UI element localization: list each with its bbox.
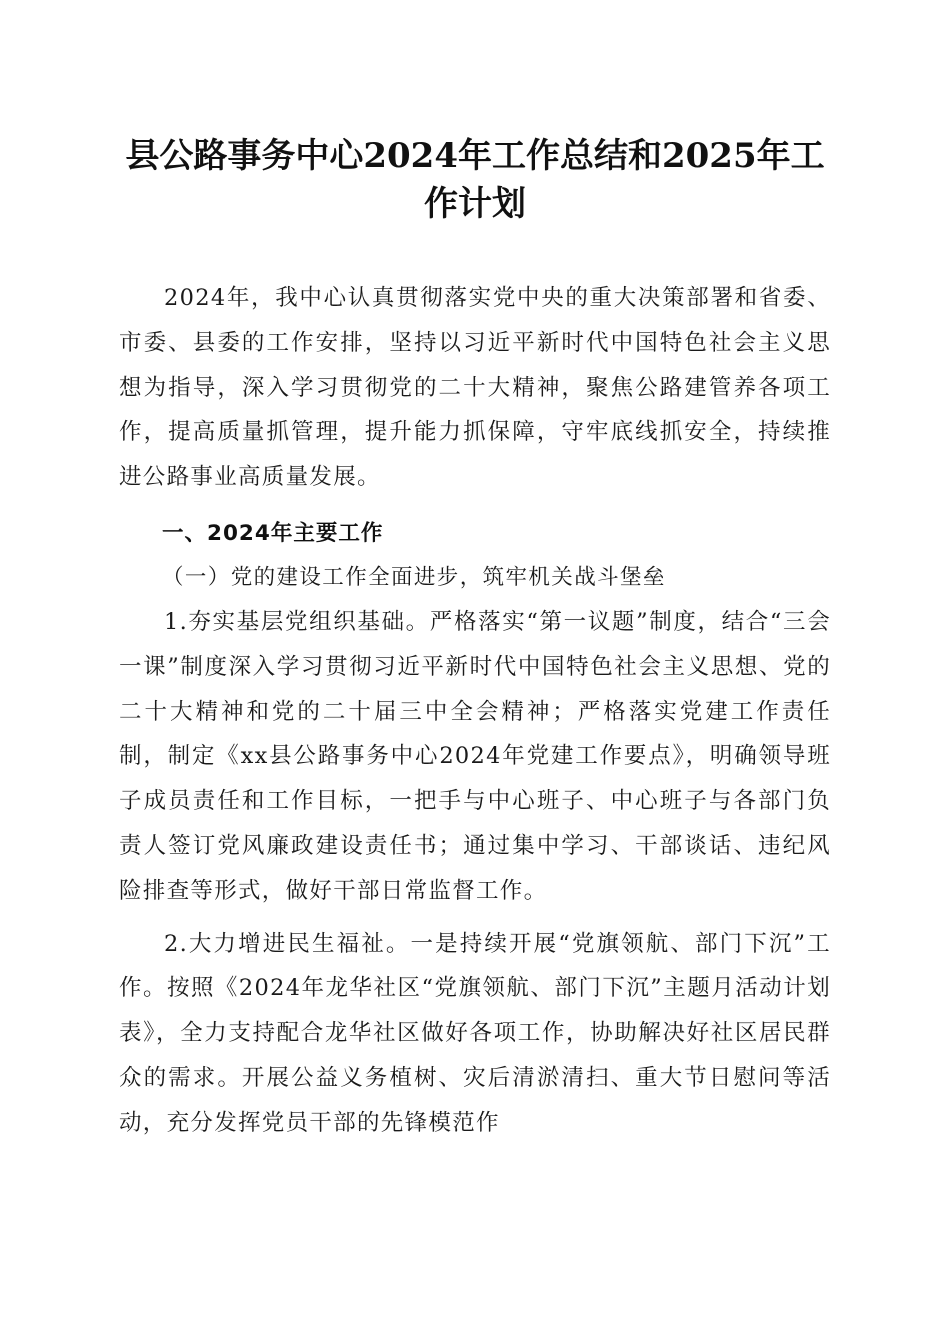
document-body xyxy=(119,276,831,1146)
subsection-heading: （一）党的建设工作全面进步，筑牢机关战斗堡垒 xyxy=(162,564,666,590)
document-title: 县公路事务中心2024年工作总结和2025年工作计划 xyxy=(125,136,825,224)
paragraph-gap xyxy=(119,914,831,922)
item-paragraph-1: 1.夯实基层党组织基础。严格落实“第一议题”制度，结合“三会一课”制度深入学习贯彻习近平新时代中国特色社会主义思想、党的二十大精神和党的二十届三中全会精神；严格落实党建工作责任制，制定《xx县公路事务中心2024年党建工作要点》，明确领导班子成员责任和工作目标，一把手与中心班子、中心班子与各部门负责人签订党风廉政建设责任书；通过集中学习、干部谈话、违纪风险排查等形式，做好干部日常监督工作。 xyxy=(119,608,831,904)
section-heading: 一、2024年主要工作 xyxy=(162,520,384,546)
paragraph-gap xyxy=(119,500,831,508)
item-paragraph-2: 2.大力增进民生福祉。一是持续开展“党旗领航、部门下沉”工作。按照《2024年龙华社区“党旗领航、部门下沉”主题月活动计划表》，全力支持配合龙华社区做好各项工作，协助解决好社区居民群众的需求。开展公益义务植树、灾后清淤清扫、重大节日慰问等活动，充分发挥党员干部的先锋模范作 xyxy=(119,930,831,1136)
intro-paragraph: 2024年，我中心认真贯彻落实党中央的重大决策部署和省委、市委、县委的工作安排，坚持以习近平新时代中国特色社会主义思想为指导，深入学习贯彻党的二十大精神，聚焦公路建管养各项工作，提高质量抓管理，提升能力抓保障，守牢底线抓安全，持续推进公路事业高质量发展。 xyxy=(119,285,831,491)
